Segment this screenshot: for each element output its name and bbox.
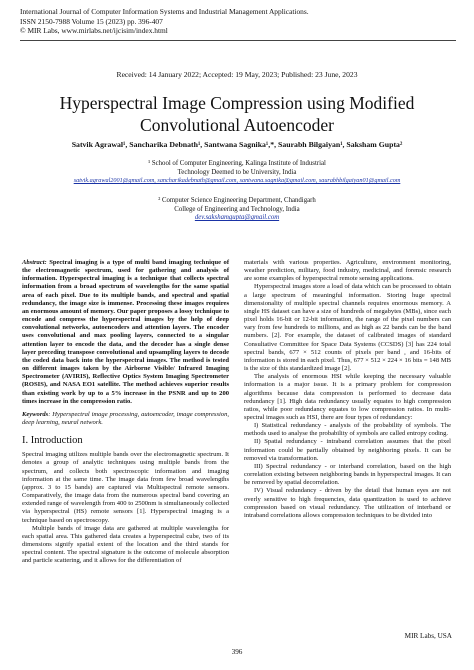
redundancy-spatial: II) Spatial redundancy - intraband correlation assumes that the pixel information could be partially obtained by neighboring pixels. It can be removed via transformation. — [244, 438, 451, 462]
redundancy-spectral: III) Spectral redundancy - or interband correlation, based on the high correlation existing between neighboring bands in hyperspectral images. It can be removed by spatial decorrelation. — [244, 462, 451, 487]
title-line-2: Convolutional Autoencoder — [140, 115, 334, 135]
publisher-line: © MIR Labs, www.mirlabs.net/ijcisim/index.html — [20, 26, 168, 36]
footer-publisher: MIR Labs, USA — [404, 632, 452, 640]
received-dates: Received: 14 January 2022; Accepted: 19 May, 2023; Published: 23 June, 2023 — [116, 70, 358, 79]
journal-header — [20, 7, 460, 36]
intro-paragraph-1: Spectral imaging utilizes multiple bands over the electromagnetic spectrum. It denotes a group of analytic techniques using multiple bands from the spectrum, and collects both spectroscopic information and imaging information at the same time. The image data from few broad wavelengths (approx. 3 to 15 bands) are captured via Multispectral remote sensors. Comparatively, the image data from the numerous spectral band covering an extended range of wavelength from 400 to 2500nm is simultaneously collected via hyperspectral (HS) remote sensors [1]. Hyperspectral imaging is a technique based on spectroscopy. — [22, 451, 229, 524]
affiliation-1-line-1: ¹ School of Computer Engineering, Kalinga Institute of Industrial — [148, 160, 326, 167]
header-rule — [20, 40, 456, 41]
keywords-text: : Hyperspectral image processing, autoencoder, image compression, deep learning, neural network. — [22, 410, 229, 426]
right-paragraph-3: The analysis of enormous HSI while keeping the necessary valuable information is a major issue. It is a primary problem for compression algorithms because data compression is performed to decrease data redundancy [1]. High data redundancy usually equates to high compression ratios, while poor redundancy equates to low compression ratios. In multi-spectral images such as HSI, there are four types of redundancy: — [244, 373, 451, 421]
abstract — [22, 259, 229, 406]
affiliation-2 — [0, 197, 474, 223]
right-paragraph-2: Hyperspectral images store a load of data which can be processed to obtain a large spectrum of meaningful information. Storing huge spectral dimensionality of multiple spectral channels requires enormous memory. A single HS dataset can have a size of hundreds of megabytes (MBs), since each pixel holds 16-bit or 12-bit information, the range of the pixel numbers can vary from few hundreds to millions, and as high as 22 bands can be the band numbers. [2]. For example, the dataset of calibrated images of standard Consultative Committee for Space Data Systems (CCSDS) [3] has 224 total spectral bands, 677 × 512 counts of pixels per band , and 16-bits of information is stored in each pixel. Thus, 677 × 512 × 224 × 16 bits = 148 MB is the size of this standardized image [2]. — [244, 283, 451, 373]
page-number: 396 — [231, 648, 243, 656]
affiliation-2-line-1: ² Computer Science Engineering Department, Chandigarh — [158, 197, 316, 204]
redundancy-statistical: I) Statistical redundancy - analysis of the probability of symbols. The methods used to analyse the probability of symbols are called entropy coding. — [244, 422, 451, 438]
journal-name: International Journal of Computer Information Systems and Industrial Management Applications. — [20, 7, 309, 16]
right-column — [244, 259, 451, 520]
paper-title — [10, 92, 464, 136]
abstract-text: Spectral imaging is a type of multi band imaging technique of the electromagnetic spectrum, used for gathering and analysis of information. Hyperspectral imaging is a technique that collects spectral information from a broad spectrum of wavelengths for the same spatial area of each pixel. Due to its multiple bands, and spectral and spatial redundancy, the image size is immense. Processing these images requires an enormous amount of memory. Our paper proposes a lossy technique to encode and compress the hyperspectral images by the help of deep convolutional networks, autoencoders and attention layers. The encoder uses convolutional and max pooling layers, connected to a singular attention layer to encode the data, and the decoder has a single dense layer preceding transpose convolutional and upsampling layers to decode the coded data back into the hyperspectral images. The method is tested on different images taken by the Airborne Visible/ Infrared Imaging Spectrometer (AVIRIS), Reflective Optics System Imaging Spectrometer (ROSIS), and NASA EO1 satellite. The method achieves superior results than existing work by up to a 5% increase in the PSNR and up to 200 times increase in the compression ratio. — [22, 259, 229, 405]
author-list: Satvik Agrawal¹, Sancharika Debnath¹, Santwana Sagnika¹,*, Saurabh Bilgaiyan¹, Saksham Gupta² — [71, 140, 403, 149]
left-column — [22, 259, 229, 565]
affiliation-1 — [0, 160, 474, 186]
title-line-1: Hyperspectral Image Compression using Modified — [59, 93, 415, 113]
keywords-label: Keywords — [22, 410, 49, 418]
section-title-introduction: I. Introduction — [22, 435, 83, 447]
affiliation-1-emails[interactable]: satvik.agrawal2001@gmail.com, sancharikadebnath@gmail.com, santwana.sagnika@gmail.com, saurabhbilgaiyan01@gmail.com — [73, 177, 401, 185]
keywords — [22, 411, 229, 427]
intro-paragraph-2: Multiple bands of image data are gathered at multiple wavelengths for each spatial area. This gathered data creates a hyperspectral cube, two of its dimensions signify spatial extent of the location and the third stands for spectral content. The spectral signature is the outcome of molecule absorption and particle scattering, and it allows for the differentiation of — [22, 524, 229, 565]
affiliation-1-line-2: Technology Deemed to be University, India — [177, 168, 297, 176]
redundancy-visual: IV) Visual redundancy - driven by the detail that human eyes are not overly sensitive to high frequencies, data quantization is used to achieve compression based on visual redundancy. The utilization of interband or intraband correlations allows compression techniques to be divided into — [244, 487, 451, 519]
issn-line: ISSN 2150-7988 Volume 15 (2023) pp. 396-407 — [20, 16, 163, 26]
affiliation-2-line-2: College of Engineering and Technology, India — [174, 205, 300, 213]
right-paragraph-1: materials with various properties. Agriculture, environment monitoring, weather prediction, military, food industry, medicinal, and forensic research are some examples of hyperspectral remote sensing applications. — [244, 259, 451, 283]
abstract-label: Abstract: — [22, 259, 47, 266]
affiliation-2-email[interactable]: dev.sakshamgupta@gmail.com — [194, 214, 280, 222]
